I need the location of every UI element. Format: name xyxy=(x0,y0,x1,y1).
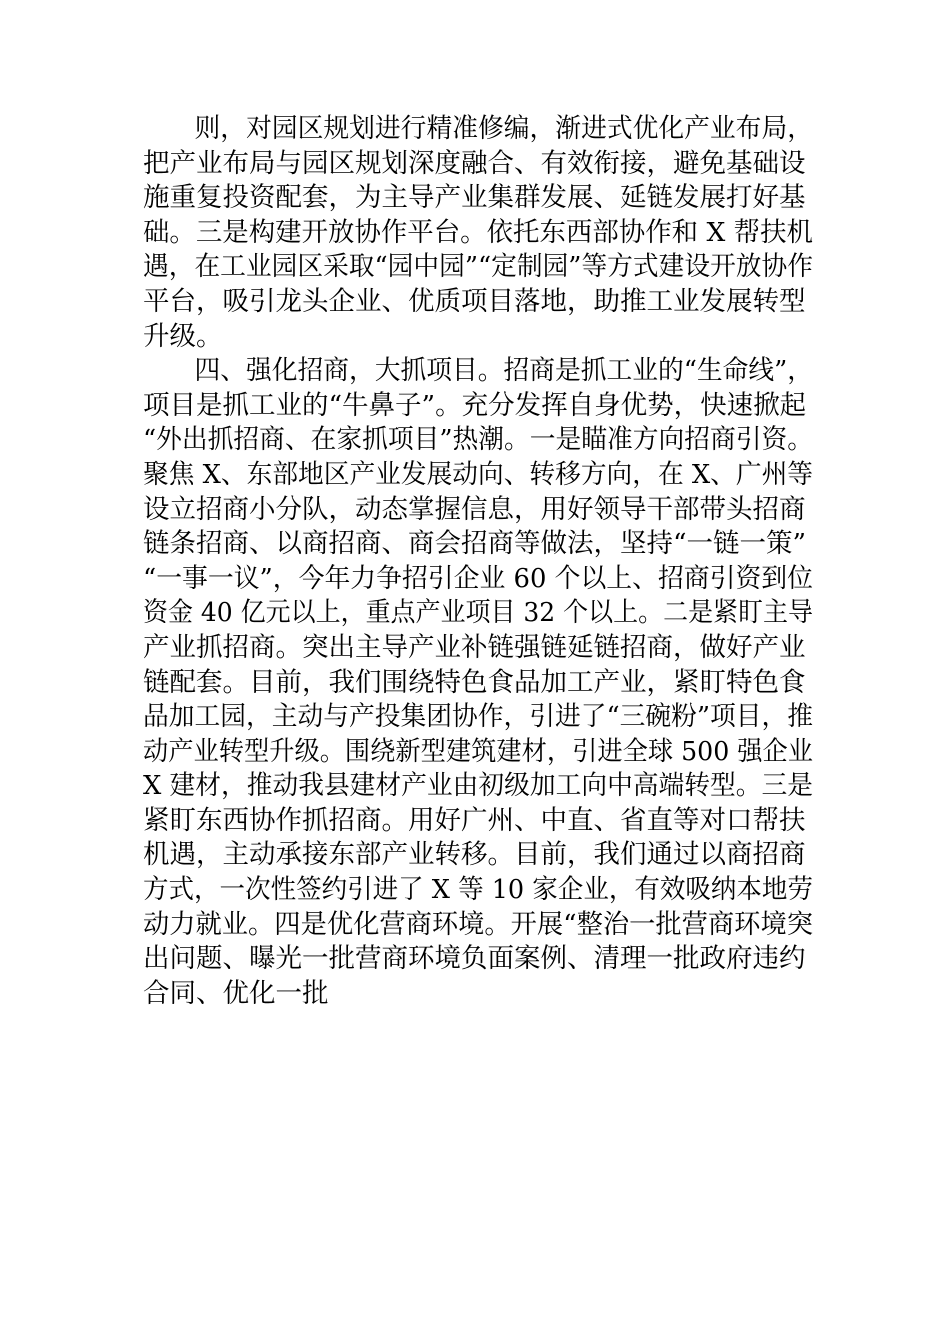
text-line: 方式，一次性签约引进了 X 等 10 家企业，有效吸纳本地劳 xyxy=(143,874,813,906)
paragraph-heading-line: 四、强化招商，大抓项目。招商是抓工业的“生命线”， xyxy=(194,355,814,387)
text-line: 聚焦 X、东部地区产业发展动向、转移方向，在 X、广州等 xyxy=(143,458,814,490)
text-line: 链条招商、以商招商、商会招商等做法，坚持“一链一策” xyxy=(143,528,807,560)
text-line: 合同、优化一批 xyxy=(143,977,329,1009)
text-line: 遇，在工业园区采取“园中园”“定制园”等方式建设开放协作 xyxy=(143,251,813,283)
text-line: “外出抓招商、在家抓项目”热潮。一是瞄准方向招商引资。 xyxy=(143,424,814,456)
text-line: 产业抓招商。突出主导产业补链强链延链招商，做好产业 xyxy=(143,631,806,663)
text-line: 资金 40 亿元以上，重点产业项目 32 个以上。二是紧盯主导 xyxy=(143,597,813,629)
text-line: 项目是抓工业的“牛鼻子”。充分发挥自身优势，快速掀起 xyxy=(143,389,807,421)
text-line: 机遇，主动承接东部产业转移。目前，我们通过以商招商 xyxy=(143,839,806,871)
text-line: 升级。 xyxy=(143,320,223,352)
text-line: 把产业布局与园区规划深度融合、有效衔接，避免基础设 xyxy=(143,147,806,179)
text-line: 础。三是构建开放协作平台。依托东西部协作和 X 帮扶机 xyxy=(143,216,813,248)
text-line: 动力就业。四是优化营商环境。开展“整治一批营商环境突 xyxy=(143,908,813,940)
text-line: 施重复投资配套，为主导产业集群发展、延链发展打好基 xyxy=(143,182,806,214)
text-line: X 建材，推动我县建材产业由初级加工向中高端转型。三是 xyxy=(143,770,813,802)
text-line: 品加工园，主动与产投集团协作，引进了“三碗粉”项目，推 xyxy=(143,701,814,733)
text-line: 则，对园区规划进行精准修编，渐进式优化产业布局， xyxy=(194,113,813,144)
body-text xyxy=(143,112,813,1011)
text-line: 平台，吸引龙头企业、优质项目落地，助推工业发展转型 xyxy=(143,285,806,317)
text-line: 紧盯东西协作抓招商。用好广州、中直、省直等对口帮扶 xyxy=(143,804,806,836)
text-line: 动产业转型升级。围绕新型建筑建材，引进全球 500 强企业 xyxy=(143,735,814,767)
text-line: 设立招商小分队，动态掌握信息，用好领导干部带头招商 xyxy=(143,493,806,525)
text-line: “一事一议”，今年力争招引企业 60 个以上、招商引资到位 xyxy=(143,562,813,594)
text-line: 出问题、曝光一批营商环境负面案例、清理一批政府违约 xyxy=(143,943,806,975)
text-line: 链配套。目前，我们围绕特色食品加工产业，紧盯特色食 xyxy=(143,666,806,698)
